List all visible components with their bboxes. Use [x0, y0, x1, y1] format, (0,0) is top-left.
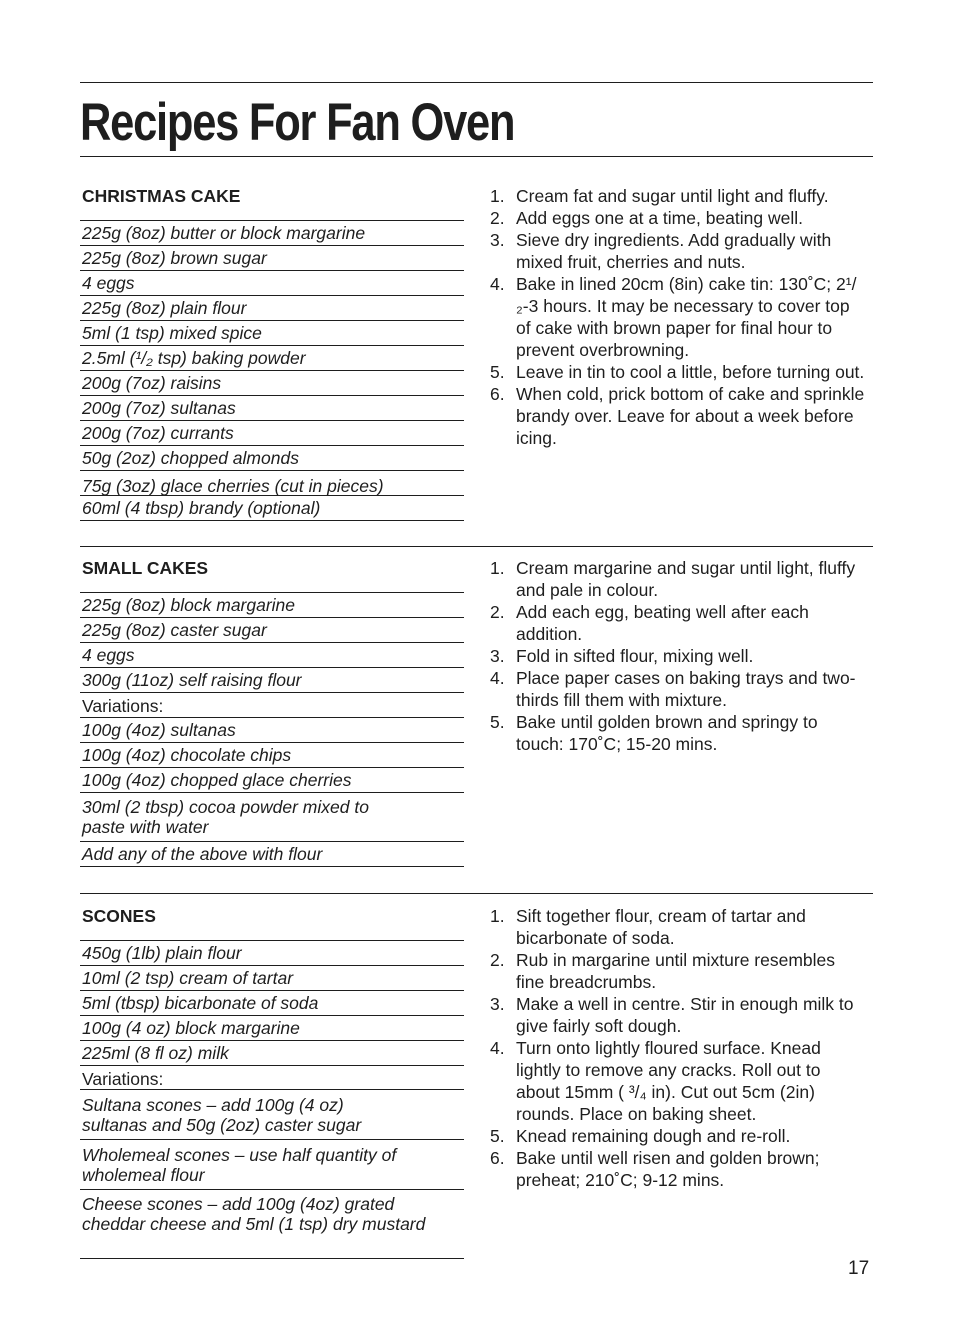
ingredient-item: 225g (8oz) caster sugar — [80, 618, 464, 643]
method-step-text: Bake until well risen and golden brown; preheat; 210˚C; 9-12 mins. — [516, 1148, 820, 1190]
ingredient-item: 200g (7oz) currants — [80, 421, 464, 446]
ingredient-list — [80, 592, 464, 867]
method-step: 1. Cream margarine and sugar until light, fluffy and pale in colour. — [490, 558, 856, 600]
ingredient-item: 200g (7oz) sultanas — [80, 396, 464, 421]
ingredient-item: Add any of the above with flour — [80, 842, 464, 867]
ingredient-item: 5ml (tbsp) bicarbonate of soda — [80, 991, 464, 1016]
method-step: 6. When cold, prick bottom of cake and sprinkle brandy over. Leave for about a week before icing. — [490, 384, 865, 448]
method-step-text: Make a well in centre. Stir in enough milk to give fairly soft dough. — [516, 994, 854, 1036]
method-step: 3. Make a well in centre. Stir in enough milk to give fairly soft dough. — [490, 994, 854, 1036]
section-divider — [80, 893, 873, 894]
ingredient-list — [80, 220, 464, 521]
top-rule — [80, 82, 873, 83]
ingredient-list — [80, 940, 464, 1259]
ingredient-item: 75g (3oz) glace cherries (cut in pieces) — [80, 471, 464, 496]
method-step: 5. Knead remaining dough and re-roll. — [490, 1126, 791, 1146]
page-title: Recipes For Fan Oven — [80, 93, 515, 152]
ingredient-item: 300g (11oz) self raising flour — [80, 668, 464, 693]
method-step: 4. Place paper cases on baking trays and two-thirds fill them with mixture. — [490, 668, 856, 710]
method-steps — [488, 905, 868, 1191]
ingredient-item: 100g (4oz) sultanas — [80, 718, 464, 743]
method-step-text: Cream margarine and sugar until light, fluffy and pale in colour. — [516, 558, 856, 600]
title-underline — [80, 156, 873, 157]
ingredient-item: Wholemeal scones – use half quantity of wholemeal flour — [80, 1140, 464, 1190]
ingredient-item: 10ml (2 tsp) cream of tartar — [80, 966, 464, 991]
ingredient-item: 50g (2oz) chopped almonds — [80, 446, 464, 471]
ingredient-item: 225g (8oz) plain flour — [80, 296, 464, 321]
recipe-heading: CHRISTMAS CAKE — [82, 186, 241, 206]
method-step-text: Place paper cases on baking trays and two-thirds fill them with mixture. — [516, 668, 856, 710]
method-step: 2. Add eggs one at a time, beating well. — [490, 208, 803, 228]
ingredient-item: 100g (4oz) chopped glace cherries — [80, 768, 464, 793]
page-number: 17 — [848, 1258, 870, 1279]
ingredient-item: 60ml (4 tbsp) brandy (optional) — [80, 496, 464, 521]
ingredient-item: 450g (1lb) plain flour — [80, 941, 464, 966]
method-step: 1. Cream fat and sugar until light and fluffy. — [490, 186, 829, 206]
method-step-text: Leave in tin to cool a little, before turning out. — [516, 362, 865, 382]
ingredient-item: 5ml (1 tsp) mixed spice — [80, 321, 464, 346]
method-step-text: Add each egg, beating well after each addition. — [516, 602, 809, 644]
method-step: 5. Leave in tin to cool a little, before turning out. — [490, 362, 865, 382]
section-divider — [80, 546, 873, 547]
method-steps — [488, 185, 868, 449]
method-step: 4. Turn onto lightly floured surface. Knead lightly to remove any cracks. Roll out to about 15mm ( ³/₄ in). Cut out 5cm (2in) rounds. Place on baking sheet. — [490, 1038, 821, 1124]
ingredient-item: Sultana scones – add 100g (4 oz) sultanas and 50g (2oz) caster sugar — [80, 1090, 464, 1140]
ingredient-item: 100g (4oz) chocolate chips — [80, 743, 464, 768]
method-step: 2. Rub in margarine until mixture resembles fine breadcrumbs. — [490, 950, 836, 992]
ingredient-item: 30ml (2 tbsp) cocoa powder mixed to paste with water — [80, 793, 464, 842]
method-step-text: Cream fat and sugar until light and fluffy. — [516, 186, 829, 206]
ingredient-item: 2.5ml (¹/₂ tsp) baking powder — [80, 346, 464, 371]
method-step-text: When cold, prick bottom of cake and sprinkle brandy over. Leave for about a week before icing. — [516, 384, 865, 448]
ingredient-item: 225g (8oz) block margarine — [80, 593, 464, 618]
recipe-heading: SCONES — [82, 906, 156, 926]
method-step: 1. Sift together flour, cream of tartar and bicarbonate of soda. — [490, 906, 806, 948]
ingredient-item: 4 eggs — [80, 643, 464, 668]
ingredient-item: 225ml (8 fl oz) milk — [80, 1041, 464, 1066]
method-step: 6. Bake until well risen and golden brown; preheat; 210˚C; 9-12 mins. — [490, 1148, 820, 1190]
method-step-text: Add eggs one at a time, beating well. — [516, 208, 803, 228]
method-step-text: Bake until golden brown and springy to touch: 170˚C; 15-20 mins. — [516, 712, 818, 754]
method-step: 5. Bake until golden brown and springy to touch: 170˚C; 15-20 mins. — [490, 712, 818, 754]
ingredient-item: 4 eggs — [80, 271, 464, 296]
method-step-text: Sift together flour, cream of tartar and bicarbonate of soda. — [516, 906, 806, 948]
method-step-text: Fold in sifted flour, mixing well. — [516, 646, 754, 666]
variations-label: Variations: — [80, 1066, 464, 1090]
ingredient-item: 200g (7oz) raisins — [80, 371, 464, 396]
recipe-heading: SMALL CAKES — [82, 558, 209, 578]
variations-label: Variations: — [80, 693, 464, 718]
ingredient-item: 100g (4 oz) block margarine — [80, 1016, 464, 1041]
method-step: 4. Bake in lined 20cm (8in) cake tin: 130˚C; 2¹/₂-3 hours. It may be necessary to cover top of cake with brown paper for final hour to prevent overbrowning. — [490, 274, 857, 360]
ingredient-item: Cheese scones – add 100g (4oz) grated cheddar cheese and 5ml (1 tsp) dry mustard — [80, 1190, 464, 1259]
method-step: 3. Fold in sifted flour, mixing well. — [490, 646, 754, 666]
method-step-text: Bake in lined 20cm (8in) cake tin: 130˚C; 2¹/₂-3 hours. It may be necessary to cover top of cake with brown paper for final hour to prevent overbrowning. — [516, 274, 857, 360]
method-step-text: Sieve dry ingredients. Add gradually with mixed fruit, cherries and nuts. — [516, 230, 832, 272]
method-step: 3. Sieve dry ingredients. Add gradually with mixed fruit, cherries and nuts. — [490, 230, 832, 272]
method-step-text: Turn onto lightly floured surface. Knead lightly to remove any cracks. Roll out to about 15mm ( ³/₄ in). Cut out 5cm (2in) rounds. Place on baking sheet. — [516, 1038, 821, 1124]
method-step-text: Rub in margarine until mixture resembles fine breadcrumbs. — [516, 950, 836, 992]
method-steps — [488, 557, 868, 755]
method-step-text: Knead remaining dough and re-roll. — [516, 1126, 791, 1146]
method-step: 2. Add each egg, beating well after each addition. — [490, 602, 809, 644]
ingredient-item: 225g (8oz) butter or block margarine — [80, 221, 464, 246]
ingredient-item: 225g (8oz) brown sugar — [80, 246, 464, 271]
